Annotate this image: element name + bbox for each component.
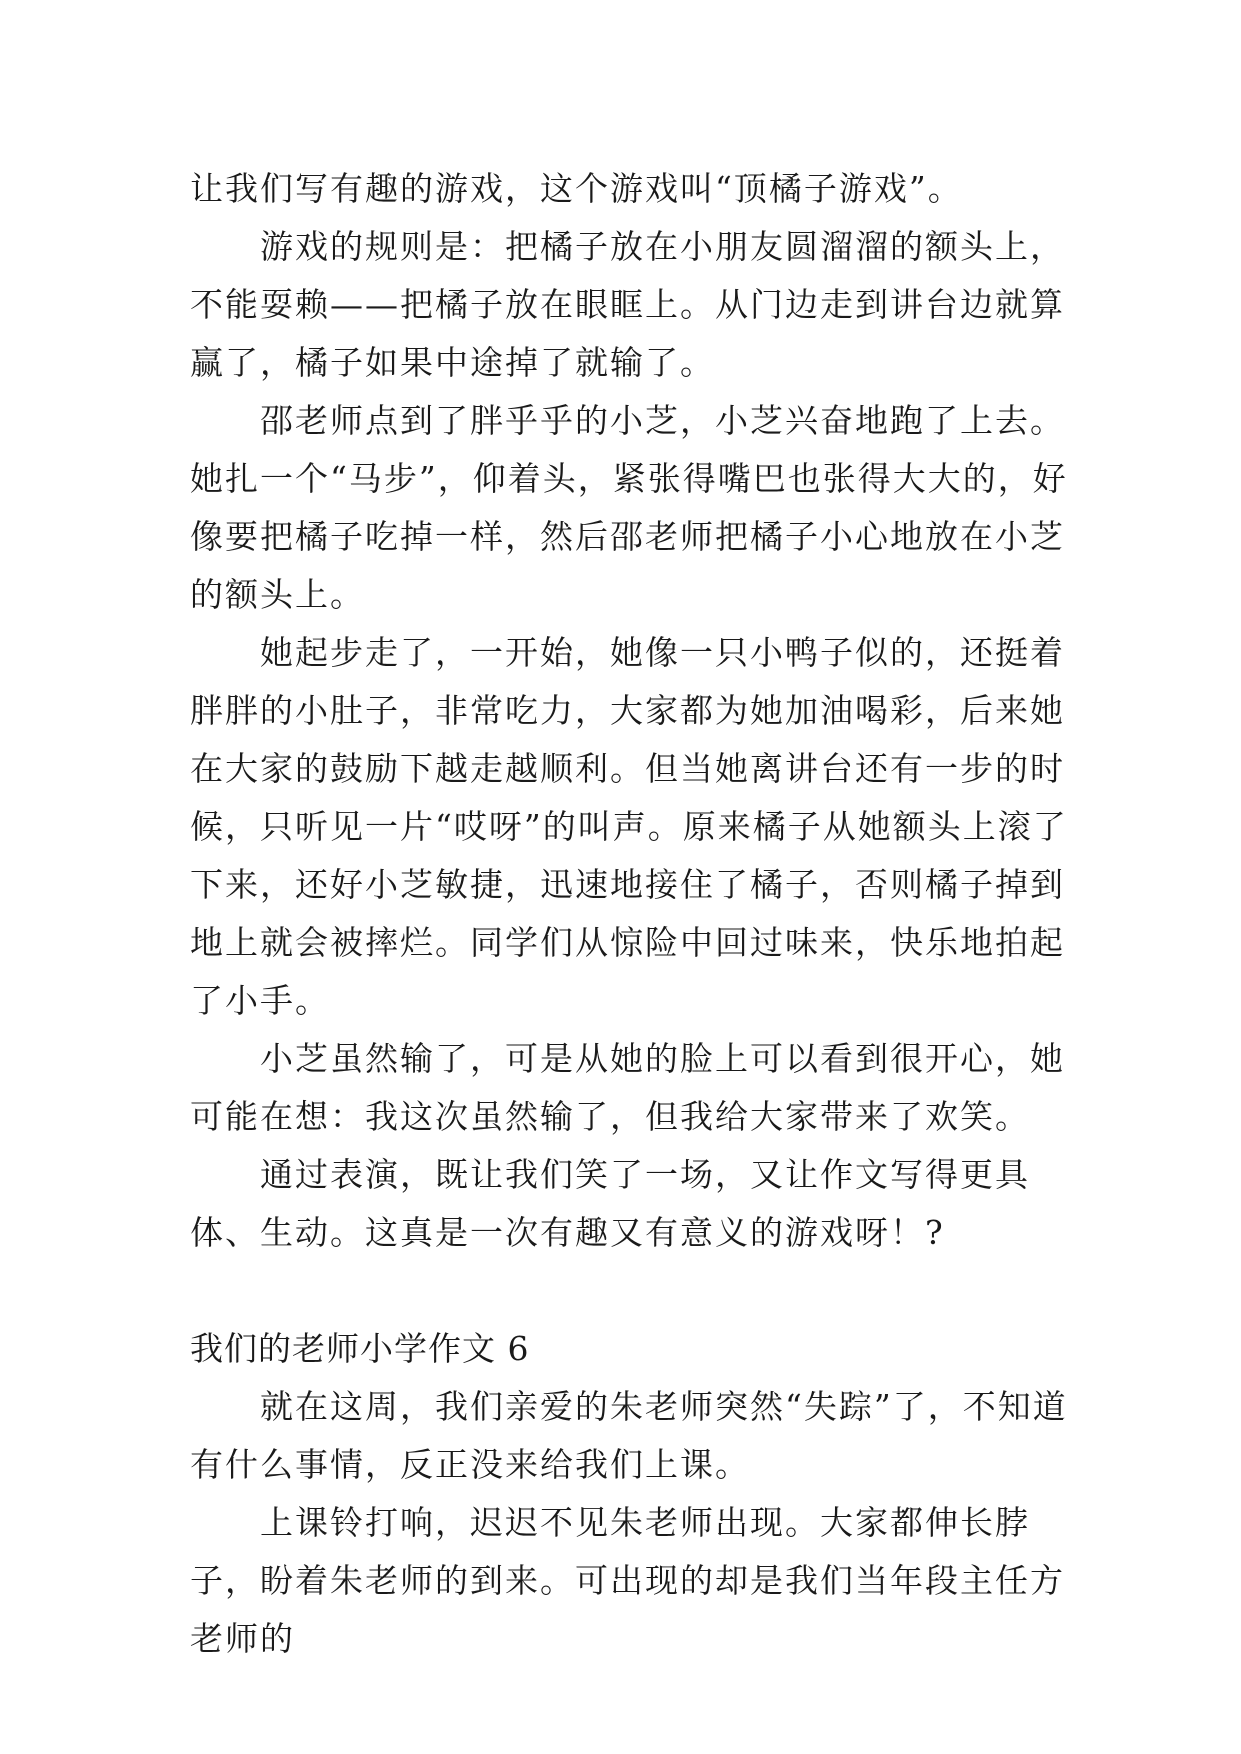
paragraph-5: 小芝虽然输了，可是从她的脸上可以看到很开心，她可能在想：我这次虽然输了，但我给大家带来了欢笑。 <box>190 1039 1065 1136</box>
paragraph-3: 邵老师点到了胖乎乎的小芝，小芝兴奋地跑了上去。她扎一个“马步”，仰着头，紧张得嘴巴也张得大大的，好像要把橘子吃掉一样，然后邵老师把橘子小心地放在小芝的额头上。 <box>190 401 1068 614</box>
section-gap <box>190 1262 1070 1320</box>
paragraph-4: 她起步走了，一开始，她像一只小鸭子似的，还挺着胖胖的小肚子，非常吃力，大家都为她加油喝彩，后来她在大家的鼓励下越走越顺利。但当她离讲台还有一步的时候，只听见一片“哎呀”的叫声。原来橘子从她额头上滚了下来，还好小芝敏捷，迅速地接住了橘子，否则橘子掉到地上就会被摔烂。同学们从惊险中回过味来，快乐地拍起了小手。 <box>190 633 1068 1020</box>
paragraph-2: 游戏的规则是：把橘子放在小朋友圆溜溜的额头上，不能耍赖——把橘子放在眼眶上。从门边走到讲台边就算赢了，橘子如果中途掉了就输了。 <box>190 227 1065 382</box>
document-body <box>190 160 1070 1668</box>
paragraph-1: 让我们写有趣的游戏，这个游戏叫“顶橘子游戏”。 <box>190 169 963 208</box>
paragraph-6: 通过表演，既让我们笑了一场，又让作文写得更具体、生动。这真是一次有趣又有意义的游戏呀！? <box>190 1155 1030 1252</box>
section-heading: 我们的老师小学作文 6 <box>190 1329 530 1368</box>
paragraph-7: 就在这周，我们亲爱的朱老师突然“失踪”了，不知道有什么事情，反正没来给我们上课。 <box>190 1387 1068 1484</box>
paragraph-8: 上课铃打响，迟迟不见朱老师出现。大家都伸长脖子，盼着朱老师的到来。可出现的却是我们当年段主任方老师的 <box>190 1503 1065 1658</box>
